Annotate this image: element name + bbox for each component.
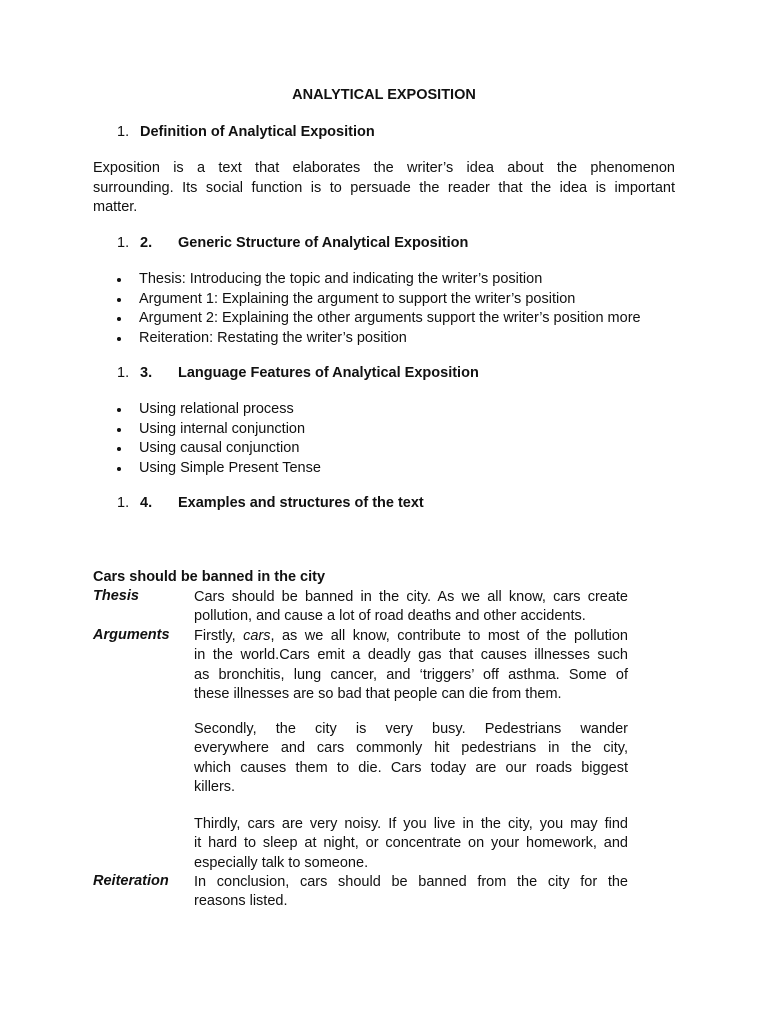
- document-title: ANALYTICAL EXPOSITION: [292, 87, 476, 103]
- reiteration-text: [194, 873, 628, 912]
- definition-line: surrounding. Its social function is to persuade the reader that the idea is important: [93, 179, 675, 196]
- text-fragment: Firstly,: [194, 628, 244, 644]
- list-item: Argument 2: Explaining the other arguments support the writer’s position more: [117, 309, 641, 329]
- text-fragment: , as we all know, contribute to most of the pollution: [270, 628, 628, 644]
- text-line: Thirdly, cars are very noisy. If you live in the city, you may find: [194, 816, 628, 832]
- definition-line: Exposition is a text that elaborates the writer’s idea about the phenomenon: [93, 160, 675, 176]
- text-line: [194, 627, 628, 646]
- list-item: Reiteration: Restating the writer’s position: [117, 329, 641, 349]
- arguments-label: Arguments: [93, 627, 170, 643]
- definition-paragraph: [93, 159, 675, 218]
- reiteration-label: Reiteration: [93, 873, 169, 889]
- thesis-text: [194, 588, 628, 627]
- section-4-subnumber: 4.: [140, 495, 153, 511]
- language-features-list: [117, 400, 321, 478]
- text-line: In conclusion, cars should be banned from the city for the: [194, 874, 628, 890]
- section-4-heading: [117, 495, 424, 511]
- text-line: these illnesses are so bad that people can die from them.: [194, 685, 562, 702]
- section-3-heading: [117, 365, 479, 381]
- example-title: Cars should be banned in the city: [93, 569, 326, 585]
- section-1-heading: [117, 124, 375, 140]
- list-item: Argument 1: Explaining the argument to support the writer’s position: [117, 290, 641, 310]
- structure-list: [117, 270, 641, 348]
- list-item: Using causal conjunction: [117, 439, 321, 459]
- section-4-title: Examples and structures of the text: [178, 495, 424, 511]
- section-1-number: 1.: [117, 124, 130, 140]
- list-item: Using Simple Present Tense: [117, 459, 321, 479]
- section-4-number: 1.: [117, 495, 130, 511]
- argument-3-text: [194, 815, 628, 873]
- section-2-title: Generic Structure of Analytical Exposition: [178, 235, 469, 251]
- italic-word: cars: [243, 628, 271, 644]
- section-2-subnumber: 2.: [140, 235, 153, 251]
- text-line: pollution, and cause a lot of road deaths and other accidents.: [194, 608, 586, 625]
- section-3-subnumber: 3.: [140, 365, 153, 381]
- text-line: reasons listed.: [194, 893, 288, 910]
- list-item: Using internal conjunction: [117, 420, 321, 440]
- section-3-title: Language Features of Analytical Exposition: [178, 365, 479, 381]
- section-1-title: Definition of Analytical Exposition: [140, 124, 375, 140]
- text-line: which causes them to die. Cars today are our roads biggest: [194, 759, 628, 776]
- list-item: Thesis: Introducing the topic and indicating the writer’s position: [117, 270, 641, 290]
- thesis-label: Thesis: [93, 588, 139, 604]
- definition-line: matter.: [93, 199, 138, 215]
- argument-1-text: [194, 627, 628, 704]
- section-2-number: 1.: [117, 235, 130, 251]
- text-line: Cars should be banned in the city. As we all know, cars create: [194, 589, 628, 605]
- text-line: Secondly, the city is very busy. Pedestrians wander: [194, 721, 628, 737]
- list-item: Using relational process: [117, 400, 321, 420]
- text-line: especially talk to someone.: [194, 854, 369, 871]
- text-line: in the world.Cars emit a deadly gas that causes illnesses such: [194, 647, 628, 664]
- text-line: it hard to sleep at night, or concentrate on your homework, and: [194, 835, 628, 852]
- text-line: everywhere and cars commonly hit pedestrians in the city,: [194, 740, 628, 757]
- text-line: killers.: [194, 778, 236, 795]
- argument-2-text: [194, 720, 628, 797]
- text-line: as bronchitis, lung cancer, and ‘triggers’ off asthma. Some of: [194, 666, 628, 683]
- section-2-heading: [117, 235, 468, 251]
- section-3-number: 1.: [117, 365, 130, 381]
